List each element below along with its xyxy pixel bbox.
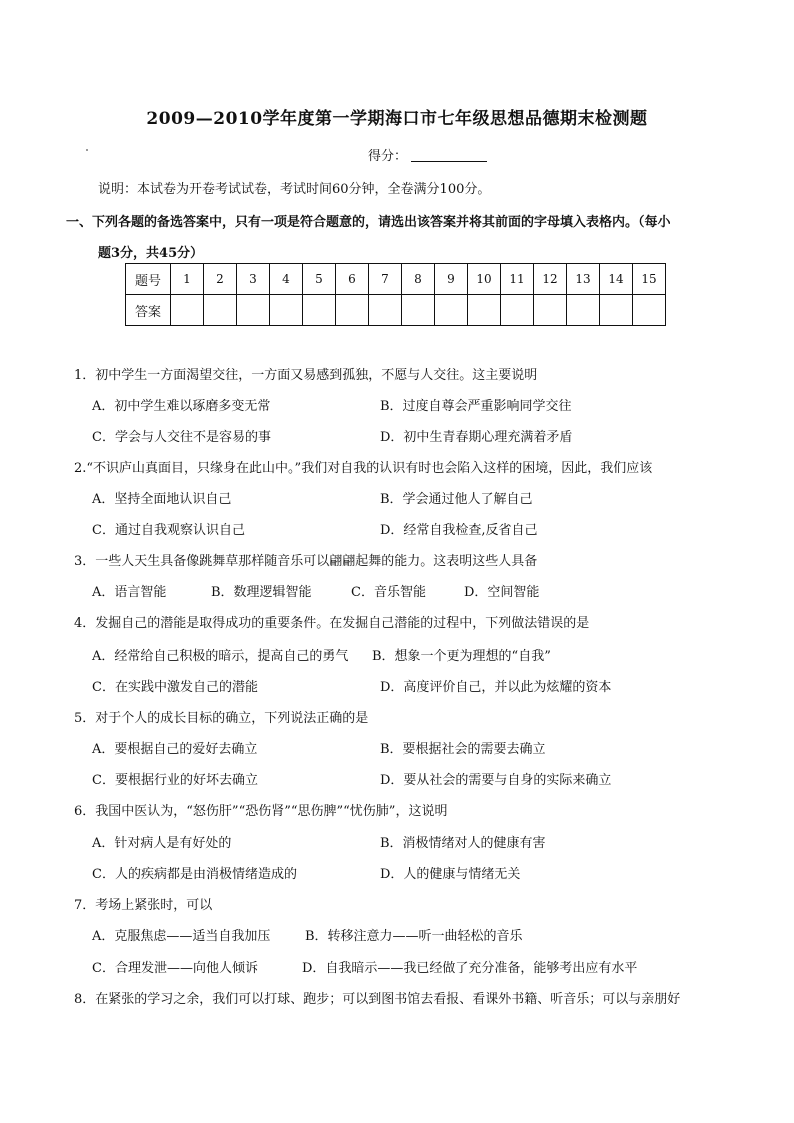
- answer-cell[interactable]: [402, 295, 435, 326]
- question-1-option-b: B．过度自尊会严重影响同学交往: [380, 399, 572, 414]
- question-5-option-a: A．要根据自己的爱好去确立: [92, 742, 258, 757]
- exam-instructions: 说明：本试卷为开卷考试试卷，考试时间60分钟，全卷满分100分。: [98, 182, 491, 197]
- exam-title: 2009—2010学年度第一学期海口市七年级思想品德期末检测题: [146, 109, 648, 129]
- question-6-stem: 6．我国中医认为，“怒伤肝”“恐伤肾”“思伤脾”“忧伤肺”，这说明: [74, 804, 448, 819]
- question-1-option-a: A．初中学生难以琢磨多变无常: [92, 399, 271, 414]
- question-3-stem: 3．一些人天生具备像跳舞草那样随音乐可以翩翩起舞的能力。这表明这些人具备: [74, 554, 538, 569]
- question-3-option-c: C．音乐智能: [351, 585, 426, 600]
- answer-cell[interactable]: [204, 295, 237, 326]
- question-4-option-b: B．想象一个更为理想的“自我”: [372, 649, 551, 664]
- question-5-stem: 5．对于个人的成长目标的确立，下列说法正确的是: [74, 711, 369, 726]
- question-number-cell: 12: [534, 264, 567, 295]
- question-4-option-d: D．高度评价自己，并以此为炫耀的资本: [380, 680, 612, 695]
- question-4-option-c: C．在实践中激发自己的潜能: [92, 680, 258, 695]
- answer-cell[interactable]: [567, 295, 600, 326]
- question-7-option-c: C．合理发泄——向他人倾诉: [92, 961, 258, 976]
- question-4-option-a: A．经常给自己积极的暗示，提高自己的勇气: [92, 649, 349, 664]
- answer-cell[interactable]: [501, 295, 534, 326]
- answer-cell[interactable]: [369, 295, 402, 326]
- question-number-cell: 5: [303, 264, 336, 295]
- question-6-option-c: C．人的疾病都是由消极情绪造成的: [92, 867, 297, 882]
- score-label: 得分：: [368, 149, 408, 164]
- answer-cell[interactable]: [270, 295, 303, 326]
- question-7-option-a: A．克服焦虑——适当自我加压: [92, 929, 271, 944]
- answer-cell[interactable]: [303, 295, 336, 326]
- question-7-stem: 7．考场上紧张时，可以: [74, 898, 213, 913]
- answer-cell[interactable]: [633, 295, 666, 326]
- answer-cell[interactable]: [600, 295, 633, 326]
- question-5-option-d: D．要从社会的需要与自身的实际来确立: [380, 773, 612, 788]
- question-8-stem: 8．在紧张的学习之余，我们可以打球、跑步；可以到图书馆去看报、看课外书籍、听音乐；可以与亲朋好: [74, 992, 681, 1007]
- question-number-cell: 2: [204, 264, 237, 295]
- question-7-option-b: B．转移注意力——听一曲轻松的音乐: [305, 929, 523, 944]
- question-number-cell: 3: [237, 264, 270, 295]
- question-number-cell: 7: [369, 264, 402, 295]
- question-number-cell: 14: [600, 264, 633, 295]
- section-1-line-2: 题3分，共45分）: [98, 246, 204, 261]
- question-2-option-c: C．通过自我观察认识自己: [92, 523, 245, 538]
- question-number-cell: 11: [501, 264, 534, 295]
- answer-table: [125, 263, 666, 326]
- question-5-option-c: C．要根据行业的好坏去确立: [92, 773, 258, 788]
- question-3-option-b: B．数理逻辑智能: [211, 585, 312, 600]
- question-1-stem: 1．初中学生一方面渴望交往，一方面又易感到孤独，不愿与人交往。这主要说明: [74, 368, 538, 383]
- score-blank-line: [411, 149, 487, 162]
- answer-table-answer-row: [126, 295, 666, 326]
- question-number-cell: 15: [633, 264, 666, 295]
- question-1-option-d: D．初中生青春期心理充满着矛盾: [380, 430, 573, 445]
- question-3-option-a: A．语言智能: [92, 585, 167, 600]
- question-2-option-d: D．经常自我检查,反省自己: [380, 523, 538, 538]
- answer-table-row1-label: 题号: [126, 264, 171, 295]
- question-2-stem: 2.“不识庐山真面目，只缘身在此山中。”我们对自我的认识有时也会陷入这样的困境，因此，我们应该: [74, 461, 653, 476]
- question-1-option-c: C．学会与人交往不是容易的事: [92, 430, 271, 445]
- answer-cell[interactable]: [237, 295, 270, 326]
- question-7-option-d: D．自我暗示——我已经做了充分准备，能够考出应有水平: [302, 961, 638, 976]
- question-number-cell: 4: [270, 264, 303, 295]
- answer-cell[interactable]: [534, 295, 567, 326]
- answer-cell[interactable]: [468, 295, 501, 326]
- decorative-dot: [86, 149, 88, 151]
- question-number-cell: 9: [435, 264, 468, 295]
- answer-cell[interactable]: [336, 295, 369, 326]
- question-3-option-d: D．空间智能: [464, 585, 540, 600]
- question-6-option-b: B．消极情绪对人的健康有害: [380, 836, 546, 851]
- question-number-cell: 6: [336, 264, 369, 295]
- question-6-option-d: D．人的健康与情绪无关: [380, 867, 521, 882]
- question-number-cell: 13: [567, 264, 600, 295]
- question-6-option-a: A．针对病人是有好处的: [92, 836, 232, 851]
- score-field: [368, 145, 487, 164]
- question-2-option-a: A．坚持全面地认识自己: [92, 492, 232, 507]
- question-2-option-b: B．学会通过他人了解自己: [380, 492, 533, 507]
- question-number-cell: 1: [171, 264, 204, 295]
- answer-table-row2-label: 答案: [126, 295, 171, 326]
- question-5-option-b: B．要根据社会的需要去确立: [380, 742, 546, 757]
- question-number-cell: 10: [468, 264, 501, 295]
- section-1-heading: [66, 207, 738, 269]
- answer-table-number-row: [126, 264, 666, 295]
- section-1-line-1: 一、下列各题的备选答案中，只有一项是符合题意的，请选出该答案并将其前面的字母填入表格内。（每小: [66, 215, 671, 230]
- question-4-stem: 4．发掘自己的潜能是取得成功的重要条件。在发掘自己潜能的过程中，下列做法错误的是: [74, 616, 590, 631]
- question-number-cell: 8: [402, 264, 435, 295]
- answer-cell[interactable]: [435, 295, 468, 326]
- answer-cell[interactable]: [171, 295, 204, 326]
